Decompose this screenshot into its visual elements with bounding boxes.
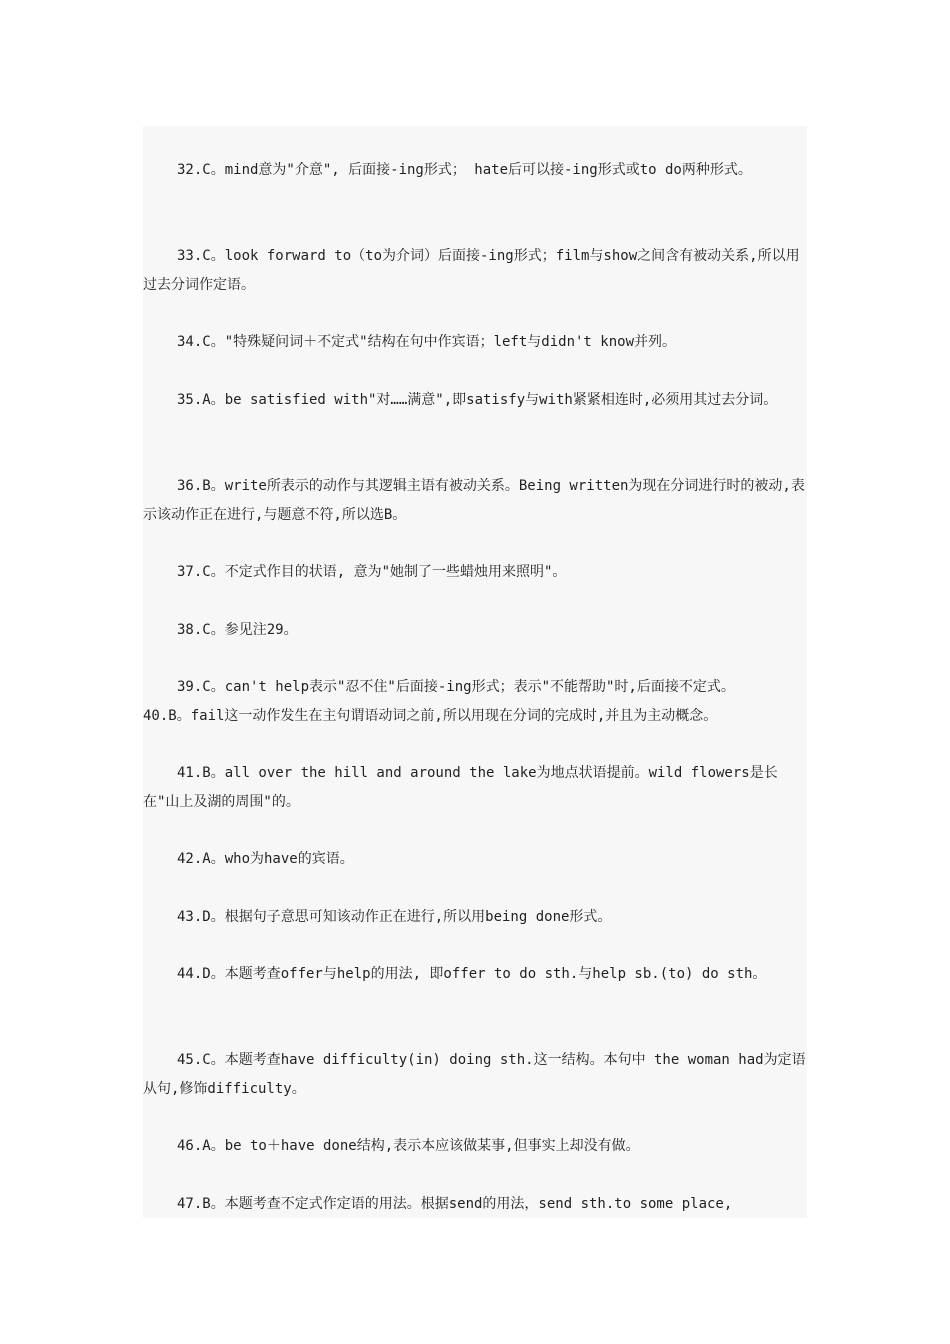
explanation-32: 32.C。mind意为"介意", 后面接-ing形式； hate后可以接-ing形式或to do两种形式。 [177, 162, 752, 178]
explanation-36: 36.B。write所表示的动作与其逻辑主语有被动关系。Being written为现在分词进行时的被动,表示该动作正在进行,与题意不符,所以选B。 [143, 478, 805, 523]
explanation-42: 42.A。who为have的宾语。 [177, 851, 354, 867]
explanation-46: 46.A。be to＋have done结构,表示本应该做某事,但事实上却没有做。 [177, 1138, 640, 1154]
explanation-37: 37.C。不定式作目的状语, 意为"她制了一些蜡烛用来照明"。 [177, 564, 567, 580]
explanation-47: 47.B。本题考查不定式作定语的用法。根据send的用法，send sth.to some place, [177, 1196, 733, 1212]
explanation-33: 33.C。look forward to（to为介词）后面接-ing形式；film与show之间含有被动关系,所以用过去分词作定语。 [143, 248, 800, 293]
explanation-34: 34.C。"特殊疑问词＋不定式"结构在句中作宾语；left与didn't know并列。 [177, 334, 677, 350]
explanation-41: 41.B。all over the hill and around the lake为地点状语提前。wild flowers是长在"山上及湖的周围"的。 [143, 765, 778, 810]
explanation-39: 39.C。can't help表示"忍不住"后面接-ing形式；表示"不能帮助"时,后面接不定式。 [177, 679, 735, 695]
explanation-35: 35.A。be satisfied with"对……满意",即satisfy与with紧紧相连时,必须用其过去分词。 [177, 392, 778, 408]
explanation-44: 44.D。本题考查offer与help的用法, 即offer to do sth.与help sb.(to) do sth。 [177, 966, 767, 982]
explanation-43: 43.D。根据句子意思可知该动作正在进行,所以用being done形式。 [177, 909, 612, 925]
answer-explanations-panel [143, 126, 807, 1218]
explanation-40: 40.B。fail这一动作发生在主句谓语动词之前,所以用现在分词的完成时,并且为主动概念。 [143, 708, 718, 724]
explanation-38: 38.C。参见注29。 [177, 622, 298, 638]
explanation-45: 45.C。本题考查have difficulty(in) doing sth.这一结构。本句中 the woman had为定语从句,修饰difficulty。 [143, 1052, 806, 1097]
